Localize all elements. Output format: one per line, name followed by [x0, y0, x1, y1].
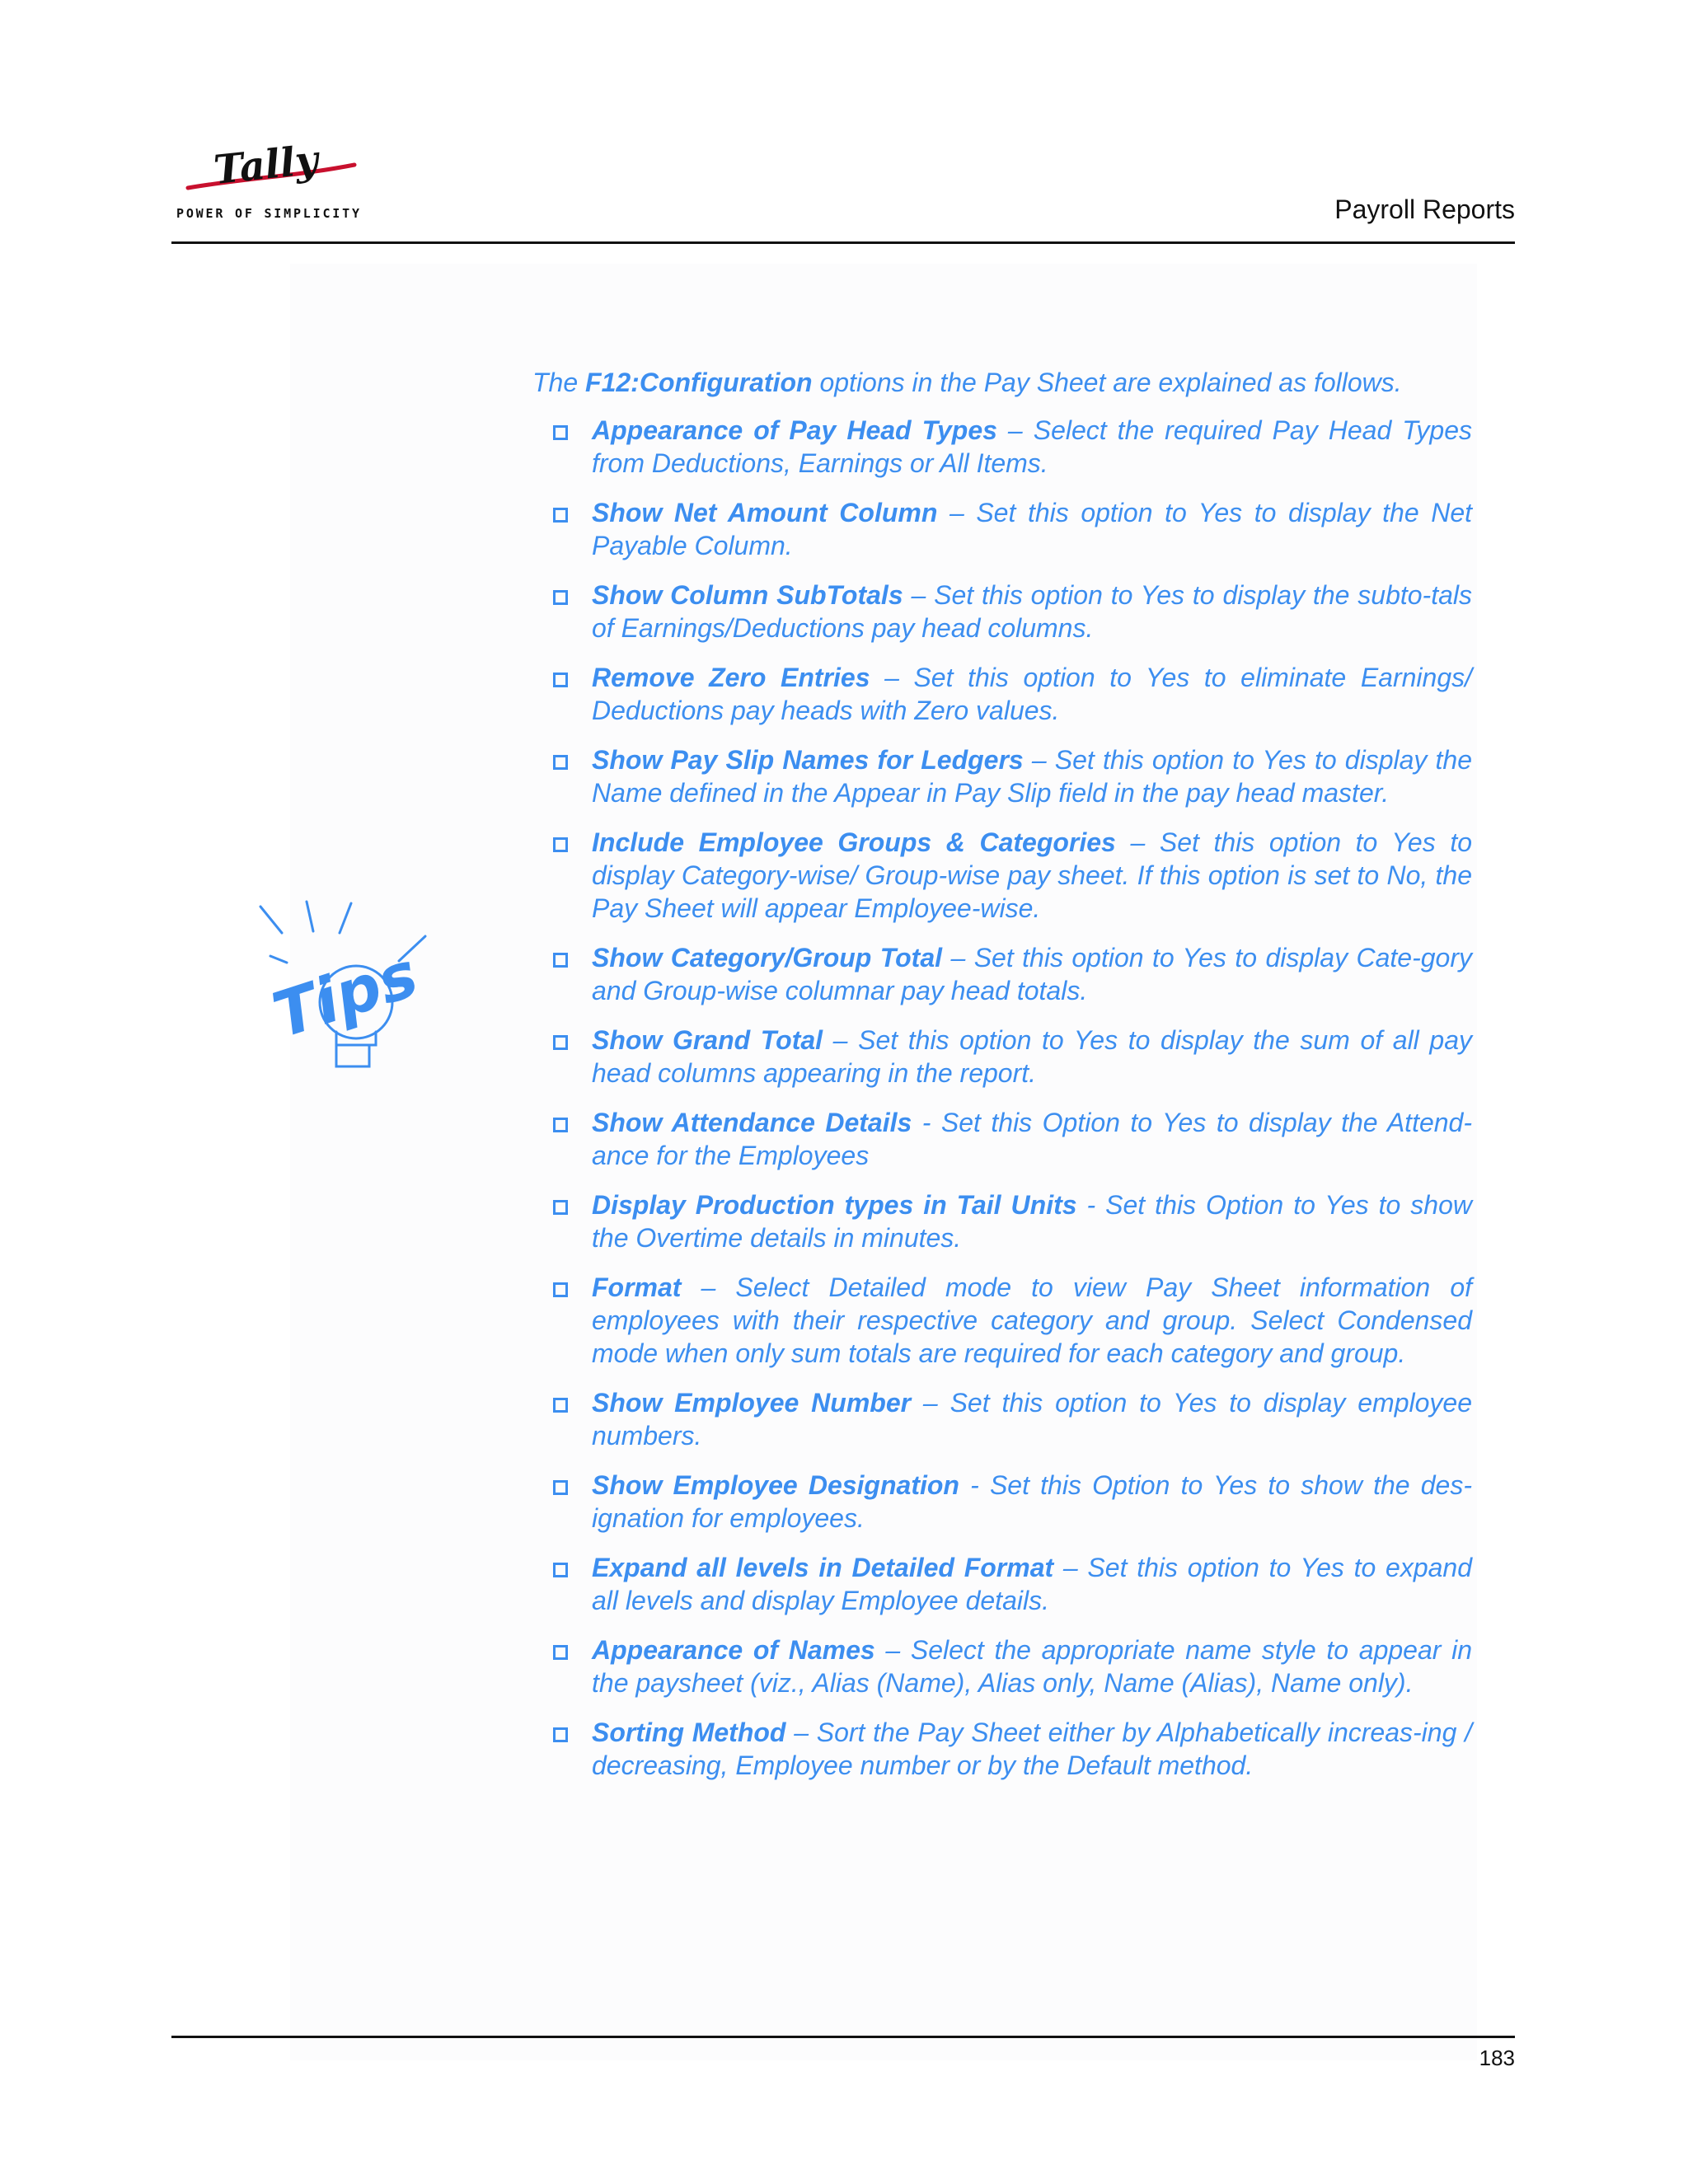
- option-item: [532, 941, 1472, 1007]
- option-description: – Set this option to Yes to display the subto-tals of Earnings/Deductions pay head columns.: [592, 580, 1473, 643]
- option-term: Expand all levels in Detailed Format: [592, 1553, 1054, 1582]
- square-bullet-icon: [553, 953, 568, 968]
- option-description: – Set this option to Yes to display employee numbers.: [592, 1388, 1473, 1451]
- option-description: – Set this option to Yes to expand all levels and display Employee details.: [592, 1553, 1473, 1615]
- option-term: Show Net Amount Column: [592, 498, 938, 527]
- option-item: [532, 1024, 1472, 1090]
- option-item: [532, 1188, 1472, 1254]
- option-description: – Select the required Pay Head Types from Deductions, Earnings or All Items.: [592, 415, 1473, 478]
- option-term: Appearance of Pay Head Types: [592, 415, 997, 445]
- square-bullet-icon: [553, 1398, 568, 1413]
- square-bullet-icon: [553, 1563, 568, 1577]
- option-description: – Set this option to Yes to display the Name defined in the Appear in Pay Slip field in the pay head master.: [592, 745, 1473, 808]
- svg-text:Tally: Tally: [211, 137, 321, 194]
- option-item: [532, 496, 1472, 562]
- option-item: [532, 1271, 1472, 1370]
- option-term: Show Pay Slip Names for Ledgers: [592, 745, 1024, 775]
- option-description: – Select Detailed mode to view Pay Sheet information of employees with their respective category and group. Select Condensed mode when only sum totals are required for each category and group.: [592, 1272, 1472, 1368]
- header-rule: [171, 241, 1515, 244]
- option-term: Display Production types in Tail Units: [592, 1190, 1077, 1220]
- square-bullet-icon: [553, 755, 568, 770]
- option-description: – Set this option to Yes to display Cate-gory and Group-wise columnar pay head totals.: [592, 943, 1473, 1005]
- option-item: [532, 1469, 1472, 1535]
- option-item: [532, 1386, 1472, 1452]
- configuration-options-list: [532, 414, 1472, 1782]
- option-term: Appearance of Names: [592, 1635, 875, 1665]
- option-description: – Select the appropriate name style to appear in the paysheet (viz., Alias (Name), Alias only, Name (Alias), Name only).: [592, 1635, 1473, 1698]
- option-item: [532, 414, 1472, 480]
- square-bullet-icon: [553, 508, 568, 523]
- option-description: - Set this Option to Yes to show the Overtime details in minutes.: [592, 1190, 1473, 1253]
- page-number: 183: [1479, 2046, 1515, 2070]
- tips-icon: [254, 898, 435, 1088]
- option-term: Show Employee Designation: [592, 1470, 959, 1500]
- option-term: Sorting Method: [592, 1718, 786, 1747]
- square-bullet-icon: [553, 1645, 568, 1660]
- option-item: [532, 826, 1472, 925]
- square-bullet-icon: [553, 1200, 568, 1215]
- option-term: Show Grand Total: [592, 1025, 823, 1055]
- option-term: Include Employee Groups & Categories: [592, 827, 1116, 857]
- footer-rule: [171, 2036, 1515, 2038]
- option-item: [532, 1633, 1472, 1699]
- square-bullet-icon: [553, 673, 568, 687]
- main-content: [532, 366, 1472, 1798]
- square-bullet-icon: [553, 1727, 568, 1742]
- square-bullet-icon: [553, 425, 568, 440]
- option-item: [532, 1551, 1472, 1617]
- option-term: Show Attendance Details: [592, 1108, 912, 1137]
- option-description: – Set this option to Yes to display Category-wise/ Group-wise pay sheet. If this option is set to No, the Pay Sheet will appear Employee-wise.: [592, 827, 1473, 923]
- square-bullet-icon: [553, 1118, 568, 1132]
- square-bullet-icon: [553, 590, 568, 605]
- logo-tagline: POWER OF SIMPLICITY: [176, 206, 362, 221]
- square-bullet-icon: [553, 1480, 568, 1495]
- option-item: [532, 743, 1472, 809]
- option-description: – Set this option to Yes to display the Net Payable Column.: [592, 498, 1473, 560]
- option-item: [532, 1106, 1472, 1172]
- option-description: - Set this Option to Yes to show the des-ignation for employees.: [592, 1470, 1473, 1533]
- square-bullet-icon: [553, 1282, 568, 1297]
- square-bullet-icon: [553, 1035, 568, 1050]
- page-header-title: Payroll Reports: [1334, 194, 1515, 224]
- option-description: – Set this option to Yes to display the sum of all pay head columns appearing in the report.: [592, 1025, 1473, 1088]
- option-term: Show Employee Number: [592, 1388, 912, 1418]
- option-item: [532, 579, 1472, 644]
- option-term: Show Category/Group Total: [592, 943, 943, 972]
- option-item: [532, 1716, 1472, 1782]
- option-description: - Set this Option to Yes to display the Attend-ance for the Employees: [592, 1108, 1473, 1170]
- option-term: Format: [592, 1272, 682, 1302]
- option-description: – Set this option to Yes to eliminate Earnings/ Deductions pay heads with Zero values.: [592, 663, 1473, 725]
- svg-text:Tips: Tips: [264, 937, 427, 1052]
- option-description: – Sort the Pay Sheet either by Alphabetically increas-ing / decreasing, Employee number or by the Default method.: [592, 1718, 1473, 1780]
- option-item: [532, 661, 1472, 727]
- option-term: Remove Zero Entries: [592, 663, 870, 692]
- intro-paragraph: The F12:Configuration options in the Pay Sheet are explained as follows.: [532, 368, 1402, 397]
- square-bullet-icon: [553, 837, 568, 852]
- option-term: Show Column SubTotals: [592, 580, 903, 610]
